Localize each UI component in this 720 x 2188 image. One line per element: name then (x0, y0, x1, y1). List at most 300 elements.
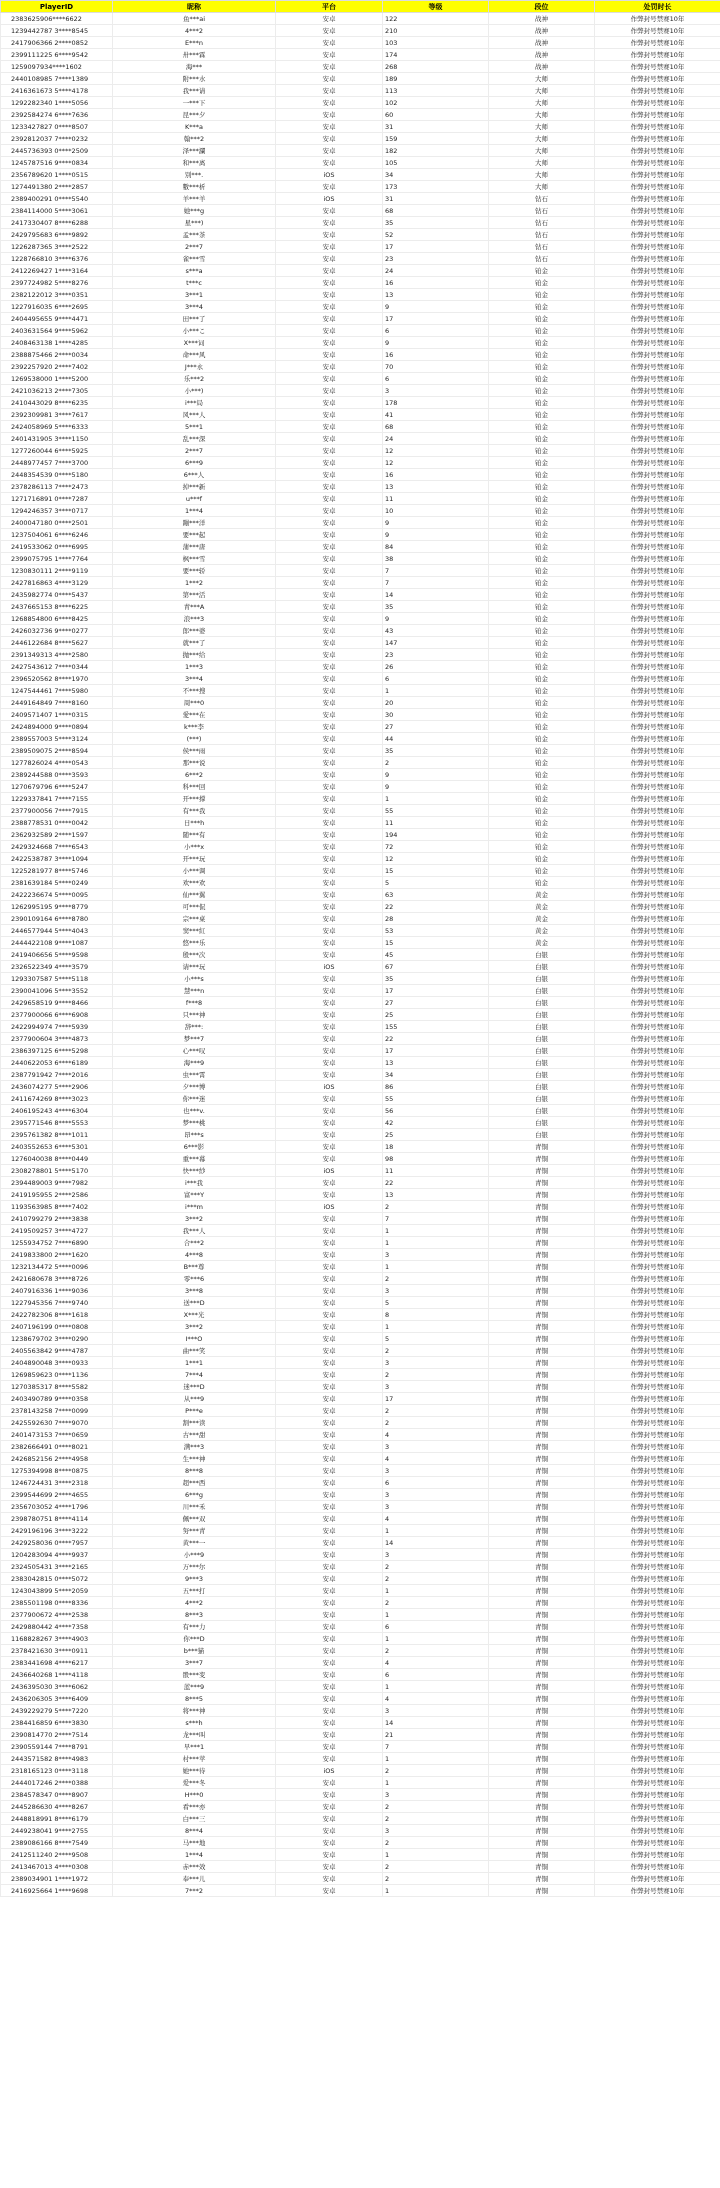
table-row (1, 1285, 720, 1297)
platform-cell: 安卓 (276, 781, 383, 793)
player-id-cell: 1277826024 4****0543 (1, 757, 113, 769)
ban-duration-cell: 作弊封号禁赛10年 (595, 925, 720, 937)
player-id-cell: 1270385317 8****5582 (1, 1381, 113, 1393)
level-cell: 11 (383, 1165, 489, 1177)
table-row (1, 1777, 720, 1789)
level-cell: 6 (383, 373, 489, 385)
player-id-cell: 2429258036 0****7957 (1, 1537, 113, 1549)
ban-duration-cell: 作弊封号禁赛10年 (595, 553, 720, 565)
player-id-cell: 2401473153 7****0659 (1, 1429, 113, 1441)
player-id-cell: 1193563985 8****7402 (1, 1201, 113, 1213)
platform-cell: 安卓 (276, 1501, 383, 1513)
platform-cell: 安卓 (276, 1561, 383, 1573)
rank-cell: 铂金 (489, 853, 595, 865)
player-id-cell: 2318165123 0****3118 (1, 1765, 113, 1777)
player-id-cell: 2390041096 5****3552 (1, 985, 113, 997)
player-id-cell: 2398780751 8****4114 (1, 1513, 113, 1525)
table-row (1, 1249, 720, 1261)
ban-duration-cell: 作弊封号禁赛10年 (595, 445, 720, 457)
platform-cell: 安卓 (276, 37, 383, 49)
table-row (1, 901, 720, 913)
rank-cell: 青铜 (489, 1669, 595, 1681)
ban-duration-cell: 作弊封号禁赛10年 (595, 229, 720, 241)
platform-cell: 安卓 (276, 1249, 383, 1261)
level-cell: 13 (383, 1057, 489, 1069)
ban-duration-cell: 作弊封号禁赛10年 (595, 1021, 720, 1033)
ban-duration-cell: 作弊封号禁赛10年 (595, 1117, 720, 1129)
nickname-cell: 万***尔 (113, 1561, 276, 1573)
player-id-cell: 2389244588 0****3593 (1, 769, 113, 781)
nickname-cell: 小***s (113, 973, 276, 985)
player-id-cell: 2399544699 2****4655 (1, 1489, 113, 1501)
rank-cell: 铂金 (489, 577, 595, 589)
level-cell: 2 (383, 1597, 489, 1609)
table-row (1, 1573, 720, 1585)
ban-duration-cell: 作弊封号禁赛10年 (595, 1417, 720, 1429)
platform-cell: 安卓 (276, 121, 383, 133)
table-body (1, 13, 720, 1897)
level-cell: 189 (383, 73, 489, 85)
nickname-cell: 爱***冬 (113, 1777, 276, 1789)
nickname-cell: 小***x (113, 841, 276, 853)
nickname-cell: s***h (113, 1717, 276, 1729)
table-row (1, 481, 720, 493)
level-cell: 3 (383, 1489, 489, 1501)
level-cell: 3 (383, 1549, 489, 1561)
level-cell: 105 (383, 157, 489, 169)
platform-cell: 安卓 (276, 1633, 383, 1645)
nickname-cell: 日***h (113, 817, 276, 829)
ban-duration-cell: 作弊封号禁赛10年 (595, 253, 720, 265)
table-row (1, 397, 720, 409)
player-id-cell: 2381639184 5****0249 (1, 877, 113, 889)
level-cell: 14 (383, 1717, 489, 1729)
platform-cell: 安卓 (276, 1369, 383, 1381)
nickname-cell: 鱼***ai (113, 13, 276, 25)
level-cell: 268 (383, 61, 489, 73)
ban-duration-cell: 作弊封号禁赛10年 (595, 1729, 720, 1741)
ban-duration-cell: 作弊封号禁赛10年 (595, 337, 720, 349)
platform-cell: iOS (276, 1081, 383, 1093)
table-row (1, 1609, 720, 1621)
rank-cell: 铂金 (489, 721, 595, 733)
player-id-cell: 1262995195 9****8779 (1, 901, 113, 913)
rank-cell: 大师 (489, 169, 595, 181)
rank-cell: 青铜 (489, 1381, 595, 1393)
level-cell: 31 (383, 193, 489, 205)
player-id-cell: 2412511240 2****9508 (1, 1849, 113, 1861)
level-cell: 30 (383, 709, 489, 721)
ban-duration-cell: 作弊封号禁赛10年 (595, 109, 720, 121)
table-row (1, 541, 720, 553)
nickname-cell: 富***Y (113, 1189, 276, 1201)
platform-cell: 安卓 (276, 1597, 383, 1609)
platform-cell: 安卓 (276, 529, 383, 541)
level-cell: 9 (383, 781, 489, 793)
ban-duration-cell: 作弊封号禁赛10年 (595, 1537, 720, 1549)
nickname-cell: 奉***儿 (113, 1873, 276, 1885)
level-cell: 5 (383, 1333, 489, 1345)
platform-cell: 安卓 (276, 1357, 383, 1369)
rank-cell: 青铜 (489, 1645, 595, 1657)
nickname-cell: i***我 (113, 1177, 276, 1189)
ban-duration-cell: 作弊封号禁赛10年 (595, 469, 720, 481)
level-cell: 3 (383, 385, 489, 397)
rank-cell: 白银 (489, 1009, 595, 1021)
platform-cell: 安卓 (276, 913, 383, 925)
level-cell: 84 (383, 541, 489, 553)
nickname-cell: 请***玩 (113, 961, 276, 973)
ban-duration-cell: 作弊封号禁赛10年 (595, 841, 720, 853)
player-id-cell: 1237504061 6****6246 (1, 529, 113, 541)
nickname-cell: 6***影 (113, 1141, 276, 1153)
nickname-cell: 6***9 (113, 457, 276, 469)
rank-cell: 铂金 (489, 709, 595, 721)
level-cell: 17 (383, 1393, 489, 1405)
platform-cell: 安卓 (276, 1057, 383, 1069)
platform-cell: 安卓 (276, 973, 383, 985)
rank-cell: 青铜 (489, 1429, 595, 1441)
level-cell: 63 (383, 889, 489, 901)
rank-cell: 大师 (489, 157, 595, 169)
player-id-cell: 2400047180 0****2501 (1, 517, 113, 529)
player-id-cell: 2326522349 4****3579 (1, 961, 113, 973)
player-id-cell: 2412269427 1****3164 (1, 265, 113, 277)
player-id-cell: 1227916035 6****2695 (1, 301, 113, 313)
nickname-cell: 2***7 (113, 241, 276, 253)
player-id-cell: 1247544461 7****5980 (1, 685, 113, 697)
nickname-cell: 青***A (113, 601, 276, 613)
level-cell: 10 (383, 505, 489, 517)
nickname-cell: 7***4 (113, 1369, 276, 1381)
player-id-cell: 2392584274 6****7636 (1, 109, 113, 121)
table-row (1, 661, 720, 673)
rank-cell: 铂金 (489, 481, 595, 493)
nickname-cell: 星***) (113, 217, 276, 229)
table-row (1, 1333, 720, 1345)
platform-cell: 安卓 (276, 565, 383, 577)
rank-cell: 青铜 (489, 1417, 595, 1429)
rank-cell: 铂金 (489, 313, 595, 325)
table-row (1, 1393, 720, 1405)
player-id-cell: 2390814770 2****7514 (1, 1729, 113, 1741)
ban-duration-cell: 作弊封号禁赛10年 (595, 313, 720, 325)
table-row (1, 277, 720, 289)
level-cell: 194 (383, 829, 489, 841)
nickname-cell: 1***2 (113, 577, 276, 589)
header-player-id: PlayerID (1, 1, 113, 13)
ban-duration-cell: 作弊封号禁赛10年 (595, 241, 720, 253)
platform-cell: 安卓 (276, 205, 383, 217)
table-row (1, 1861, 720, 1873)
level-cell: 1 (383, 1609, 489, 1621)
player-id-cell: 2446577944 5****4043 (1, 925, 113, 937)
table-row (1, 1429, 720, 1441)
ban-duration-cell: 作弊封号禁赛10年 (595, 1033, 720, 1045)
rank-cell: 青铜 (489, 1513, 595, 1525)
rank-cell: 青铜 (489, 1345, 595, 1357)
platform-cell: 安卓 (276, 1813, 383, 1825)
nickname-cell: 欢***欢 (113, 877, 276, 889)
table-row (1, 649, 720, 661)
platform-cell: 安卓 (276, 553, 383, 565)
ban-duration-cell: 作弊封号禁赛10年 (595, 349, 720, 361)
nickname-cell: 3***4 (113, 301, 276, 313)
rank-cell: 铂金 (489, 589, 595, 601)
ban-duration-cell: 作弊封号禁赛10年 (595, 589, 720, 601)
player-id-cell: 2389034901 1****1972 (1, 1873, 113, 1885)
player-id-cell: 2410443029 8****6235 (1, 397, 113, 409)
nickname-cell: 1***4 (113, 1849, 276, 1861)
player-id-cell: 2417330407 8****6288 (1, 217, 113, 229)
player-id-cell: 2392812037 7****0232 (1, 133, 113, 145)
table-row (1, 253, 720, 265)
level-cell: 38 (383, 553, 489, 565)
level-cell: 6 (383, 1477, 489, 1489)
nickname-cell: 马***地 (113, 1837, 276, 1849)
table-row (1, 1117, 720, 1129)
table-row (1, 421, 720, 433)
rank-cell: 铂金 (489, 337, 595, 349)
level-cell: 14 (383, 1537, 489, 1549)
rank-cell: 青铜 (489, 1141, 595, 1153)
platform-cell: 安卓 (276, 1693, 383, 1705)
platform-cell: 安卓 (276, 1225, 383, 1237)
rank-cell: 青铜 (489, 1597, 595, 1609)
player-id-cell: 2382666491 0****8021 (1, 1441, 113, 1453)
rank-cell: 黄金 (489, 937, 595, 949)
player-id-cell: 2388778531 0****0042 (1, 817, 113, 829)
player-id-cell: 2308278801 5****5170 (1, 1165, 113, 1177)
level-cell: 12 (383, 853, 489, 865)
rank-cell: 铂金 (489, 649, 595, 661)
table-row (1, 1525, 720, 1537)
level-cell: 7 (383, 577, 489, 589)
rank-cell: 青铜 (489, 1477, 595, 1489)
nickname-cell: 泽***瀾 (113, 145, 276, 157)
nickname-cell: 乱***深 (113, 433, 276, 445)
nickname-cell: 1***3 (113, 661, 276, 673)
level-cell: 12 (383, 457, 489, 469)
player-id-cell: 2377900672 4****2538 (1, 1609, 113, 1621)
level-cell: 42 (383, 1117, 489, 1129)
level-cell: 6 (383, 1669, 489, 1681)
level-cell: 98 (383, 1153, 489, 1165)
platform-cell: 安卓 (276, 133, 383, 145)
ban-duration-cell: 作弊封号禁赛10年 (595, 73, 720, 85)
rank-cell: 青铜 (489, 1501, 595, 1513)
player-id-cell: 1245787516 9****0834 (1, 157, 113, 169)
player-id-cell: 2419833800 2****1620 (1, 1249, 113, 1261)
nickname-cell: 別***. (113, 169, 276, 181)
level-cell: 3 (383, 1501, 489, 1513)
rank-cell: 战神 (489, 49, 595, 61)
ban-duration-cell: 作弊封号禁赛10年 (595, 1009, 720, 1021)
player-id-cell: 1239442787 3****8545 (1, 25, 113, 37)
nickname-cell: 古***甜 (113, 1429, 276, 1441)
nickname-cell: 殷***次 (113, 949, 276, 961)
rank-cell: 铂金 (489, 817, 595, 829)
player-id-cell: 1228766810 3****6376 (1, 253, 113, 265)
table-row (1, 673, 720, 685)
ban-duration-cell: 作弊封号禁赛10年 (595, 853, 720, 865)
player-id-cell: 2425592630 7****9070 (1, 1417, 113, 1429)
ban-duration-cell: 作弊封号禁赛10年 (595, 373, 720, 385)
player-id-cell: 2427816863 4****3129 (1, 577, 113, 589)
platform-cell: 安卓 (276, 709, 383, 721)
player-id-cell: 2417906366 2****0852 (1, 37, 113, 49)
table-row (1, 829, 720, 841)
ban-duration-cell: 作弊封号禁赛10年 (595, 1105, 720, 1117)
ban-duration-cell: 作弊封号禁赛10年 (595, 1441, 720, 1453)
rank-cell: 大师 (489, 181, 595, 193)
nickname-cell: 翰***2 (113, 133, 276, 145)
rank-cell: 青铜 (489, 1393, 595, 1405)
table-row (1, 229, 720, 241)
header-nickname: 昵称 (113, 1, 276, 13)
level-cell: 16 (383, 277, 489, 289)
level-cell: 173 (383, 181, 489, 193)
level-cell: 210 (383, 25, 489, 37)
player-id-cell: 1270679796 6****5247 (1, 781, 113, 793)
level-cell: 18 (383, 1141, 489, 1153)
nickname-cell: J***永 (113, 361, 276, 373)
table-row (1, 1177, 720, 1189)
rank-cell: 大师 (489, 121, 595, 133)
rank-cell: 青铜 (489, 1537, 595, 1549)
player-id-cell: 2449238041 9****2755 (1, 1825, 113, 1837)
level-cell: 2 (383, 1873, 489, 1885)
ban-duration-cell: 作弊封号禁赛10年 (595, 1093, 720, 1105)
player-id-cell: 2390109164 6****8780 (1, 913, 113, 925)
nickname-cell: 割***读 (113, 1417, 276, 1429)
nickname-cell: 龙***叫 (113, 1729, 276, 1741)
platform-cell: 安卓 (276, 1009, 383, 1021)
level-cell: 1 (383, 1885, 489, 1897)
rank-cell: 铂金 (489, 517, 595, 529)
ban-duration-cell: 作弊封号禁赛10年 (595, 757, 720, 769)
table-row (1, 997, 720, 1009)
table-row (1, 205, 720, 217)
table-row (1, 1705, 720, 1717)
platform-cell: 安卓 (276, 433, 383, 445)
player-id-cell: 1230830111 2****9119 (1, 565, 113, 577)
rank-cell: 青铜 (489, 1753, 595, 1765)
ban-duration-cell: 作弊封号禁赛10年 (595, 733, 720, 745)
rank-cell: 青铜 (489, 1357, 595, 1369)
platform-cell: 安卓 (276, 421, 383, 433)
level-cell: 2 (383, 1561, 489, 1573)
table-row (1, 853, 720, 865)
table-row (1, 1057, 720, 1069)
nickname-cell: 迷***D (113, 1381, 276, 1393)
rank-cell: 青铜 (489, 1885, 595, 1897)
level-cell: 1 (383, 1321, 489, 1333)
platform-cell: 安卓 (276, 1429, 383, 1441)
nickname-cell: 乐***2 (113, 373, 276, 385)
player-id-cell: 2389557003 5****3124 (1, 733, 113, 745)
player-id-cell: 2378143258 7****0099 (1, 1405, 113, 1417)
ban-duration-cell: 作弊封号禁赛10年 (595, 301, 720, 313)
nickname-cell: 开***撑 (113, 793, 276, 805)
player-id-cell: 2387791942 7****2016 (1, 1069, 113, 1081)
player-id-cell: 1243043899 5****2059 (1, 1585, 113, 1597)
header-rank: 段位 (489, 1, 595, 13)
rank-cell: 青铜 (489, 1189, 595, 1201)
platform-cell: 安卓 (276, 733, 383, 745)
table-row (1, 1153, 720, 1165)
ban-duration-cell: 作弊封号禁赛10年 (595, 1489, 720, 1501)
ban-duration-cell: 作弊封号禁赛10年 (595, 1585, 720, 1597)
platform-cell: 安卓 (276, 1033, 383, 1045)
level-cell: 178 (383, 397, 489, 409)
player-id-cell: 2324505431 3****2165 (1, 1561, 113, 1573)
table-row (1, 37, 720, 49)
player-id-cell: 1259097934****1602 (1, 61, 113, 73)
platform-cell: 安卓 (276, 1309, 383, 1321)
rank-cell: 青铜 (489, 1165, 595, 1177)
level-cell: 24 (383, 433, 489, 445)
platform-cell: 安卓 (276, 637, 383, 649)
rank-cell: 钻石 (489, 253, 595, 265)
nickname-cell: 3***1 (113, 289, 276, 301)
level-cell: 35 (383, 745, 489, 757)
ban-duration-cell: 作弊封号禁赛10年 (595, 1405, 720, 1417)
level-cell: 22 (383, 901, 489, 913)
platform-cell: 安卓 (276, 49, 383, 61)
ban-duration-cell: 作弊封号禁赛10年 (595, 889, 720, 901)
level-cell: 13 (383, 481, 489, 493)
ban-duration-cell: 作弊封号禁赛10年 (595, 781, 720, 793)
level-cell: 41 (383, 409, 489, 421)
rank-cell: 黄金 (489, 925, 595, 937)
rank-cell: 青铜 (489, 1465, 595, 1477)
platform-cell: 安卓 (276, 841, 383, 853)
platform-cell: 安卓 (276, 1273, 383, 1285)
platform-cell: 安卓 (276, 937, 383, 949)
ban-duration-cell: 作弊封号禁赛10年 (595, 1873, 720, 1885)
player-id-cell: 2394489003 9****7982 (1, 1177, 113, 1189)
nickname-cell: 五***打 (113, 1585, 276, 1597)
ban-duration-cell: 作弊封号禁赛10年 (595, 181, 720, 193)
nickname-cell: X***光 (113, 1309, 276, 1321)
platform-cell: iOS (276, 1201, 383, 1213)
table-row (1, 865, 720, 877)
platform-cell: 安卓 (276, 373, 383, 385)
platform-cell: 安卓 (276, 1837, 383, 1849)
table-row (1, 529, 720, 541)
nickname-cell: 小***) (113, 385, 276, 397)
table-row (1, 781, 720, 793)
table-row (1, 133, 720, 145)
nickname-cell: 不***搜 (113, 685, 276, 697)
player-id-cell: 2388875466 2****0034 (1, 349, 113, 361)
player-id-cell: 2426032736 9****0277 (1, 625, 113, 637)
ban-duration-cell: 作弊封号禁赛10年 (595, 1309, 720, 1321)
nickname-cell: 周***0 (113, 697, 276, 709)
platform-cell: 安卓 (276, 361, 383, 373)
ban-duration-cell: 作弊封号禁赛10年 (595, 1369, 720, 1381)
rank-cell: 铂金 (489, 409, 595, 421)
nickname-cell: 我***人 (113, 1225, 276, 1237)
level-cell: 15 (383, 865, 489, 877)
platform-cell: 安卓 (276, 1525, 383, 1537)
platform-cell: 安卓 (276, 481, 383, 493)
nickname-cell: 昂***s (113, 1129, 276, 1141)
table-row (1, 1081, 720, 1093)
player-id-cell: 2399075795 1****7764 (1, 553, 113, 565)
platform-cell: 安卓 (276, 661, 383, 673)
